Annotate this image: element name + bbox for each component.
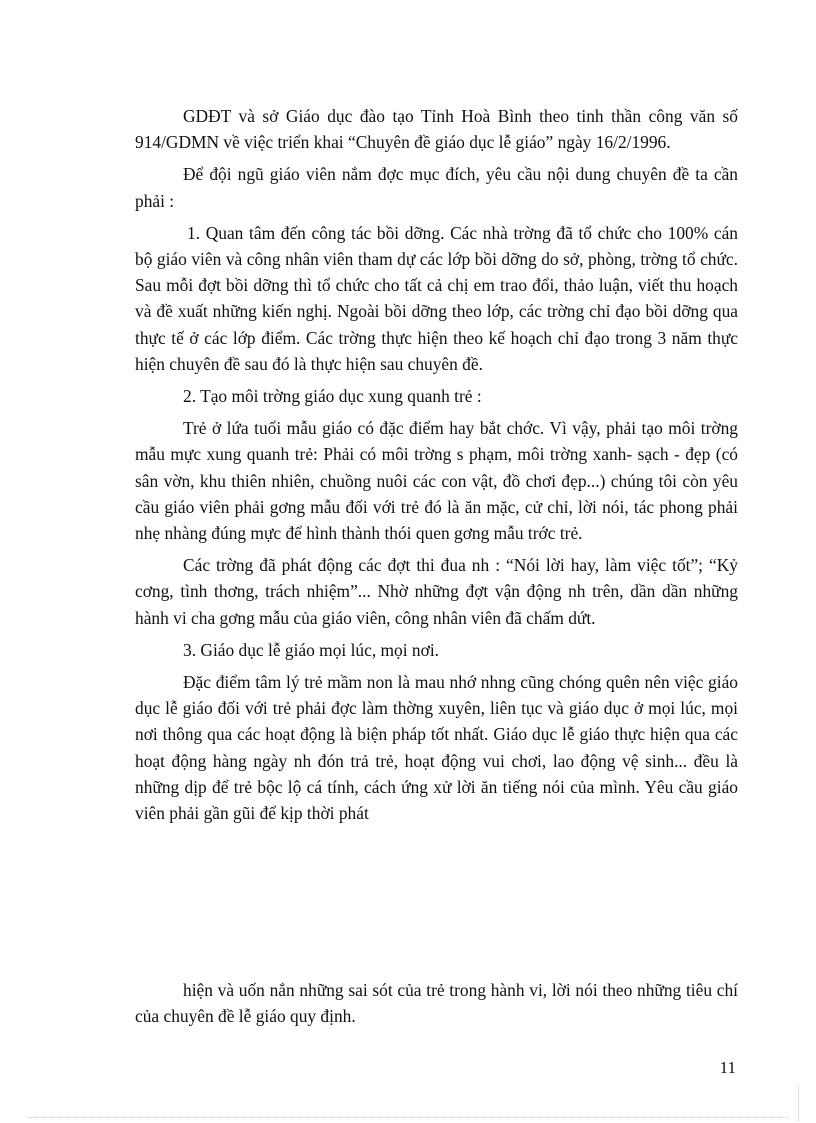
paragraph-item-1: 1. Quan tâm đến công tác bồi dỡng. Các nhà trờng đã tổ chức cho 100% cán bộ giáo viên và công nhân viên tham dự các lớp bồi dỡng do sở, phòng, trờng tổ chức. Sau mỗi đợt bồi dỡng thì tổ chức cho tất cả chị em trao đổi, thảo luận, viết thu hoạch và đề xuất những kiến nghị. Ngoài bồi dỡng theo lớp, các trờng chỉ đạo bồi dỡng qua thực tế ở các lớp điểm. Các trờng thực hiện theo kế hoạch chỉ đạo trong 3 năm thực hiện chuyên đề sau đó là thực hiện sau chuyên đề. [135,222,738,374]
body-text-top [135,103,738,832]
paragraph-campaigns: Các trờng đã phát động các đợt thi đua nh : “Nói lời hay, làm việc tốt”; “Kỷ cơng, tình thơng, trách nhiệm”... Nhờ những đợt vận động nh trên, dần dần những hành vi cha gơng mẫu của giáo viên, công nhân viên đã chấm dứt. [135,555,738,628]
paragraph-requirements: Để đội ngũ giáo viên nắm đợc mục đích, yêu cầu nội dung chuyên đề ta cần phải : [135,164,738,211]
page-number: 11 [719,1058,736,1077]
paragraph-psychology: Đặc điểm tâm lý trẻ mầm non là mau nhớ nhng cũng chóng quên nên việc giáo dục lễ giáo đối với trẻ phải đợc làm thờng xuyên, liên tục và giáo dục ở mọi lúc, mọi nơi thông qua các hoạt động là biện pháp tốt nhất. Giáo dục lễ giáo thực hiện qua các hoạt động hàng ngày nh đón trả trẻ, hoạt động vui chơi, lao động vệ sinh... đều là những dịp để trẻ bộc lộ cá tính, cách ứng xử lời ăn tiếng nói của mình. Yêu cầu giáo viên phải gần gũi để kịp thời phát [135,672,738,824]
paragraph-environment: Trẻ ở lứa tuổi mẫu giáo có đặc điểm hay bắt chớc. Vì vậy, phải tạo môi trờng mẫu mực xung quanh trẻ: Phải có môi trờng s phạm, môi trờng xanh- sạch - đẹp (có sân vờn, khu thiên nhiên, chuồng nuôi các con vật, đồ chơi đẹp...) chúng tôi còn yêu cầu giáo viên phải gơng mẫu đối với trẻ đó là ăn mặc, cử chỉ, lời nói, tác phong phải nhẹ nhàng đúng mực để hình thành thói quen gơng mẫu trớc trẻ. [135,418,738,544]
body-text-bottom [135,977,738,1035]
paragraph-item-2-heading: 2. Tạo môi trờng giáo dục xung quanh trẻ : [183,386,482,407]
right-divider [798,1085,799,1121]
paragraph-item-3-heading: 3. Giáo dục lễ giáo mọi lúc, mọi nơi. [183,639,440,660]
paragraph-continuation: hiện và uốn nắn những sai sót của trẻ trong hành vi, lời nói theo những tiêu chí của chuyên đề lễ giáo quy định. [135,980,738,1027]
bottom-divider [28,1117,788,1118]
paragraph-intro: GDĐT và sở Giáo dục đào tạo Tỉnh Hoà Bình theo tinh thần công văn số 914/GDMN về việc triển khai “Chuyên đề giáo dục lễ giáo” ngày 16/2/1996. [135,106,738,153]
